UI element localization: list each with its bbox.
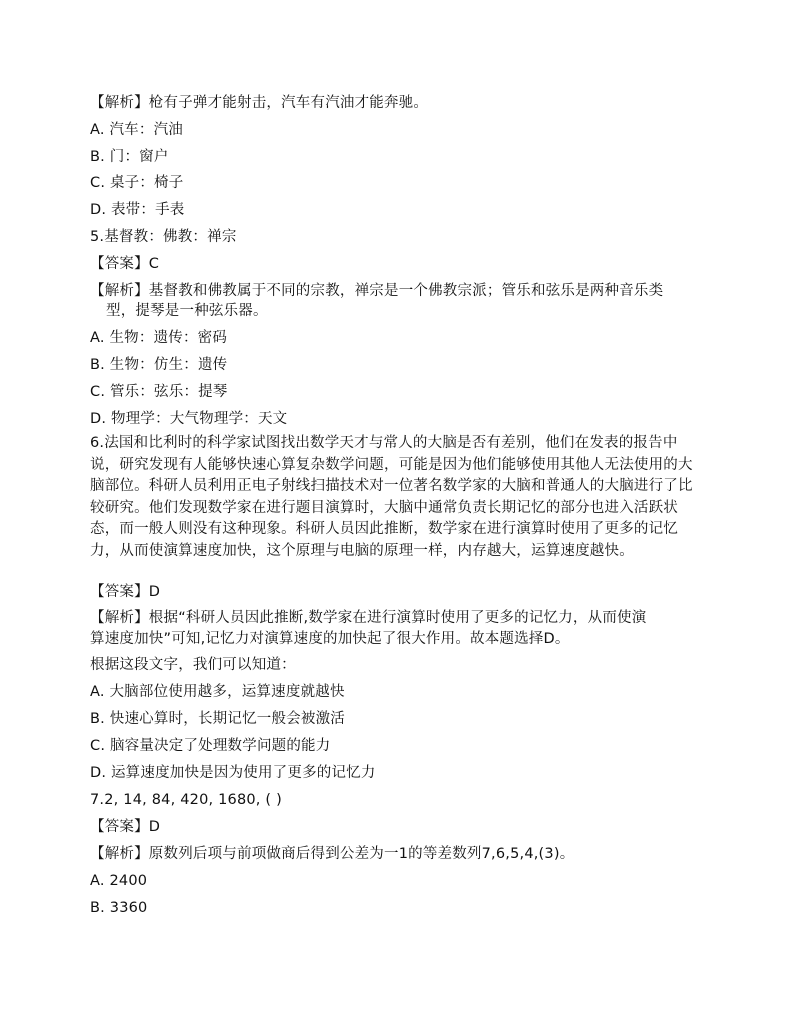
analysis-line-cont: 型，提琴是一种弦乐器。 [106,303,268,319]
option-b: B. 门：窗户 [90,149,169,165]
analysis-line: 【解析】原数列后项与前项做商后得到公差为一1的等差数列7,6,5,4,(3)。 [90,846,575,862]
analysis-line: 【解析】基督教和佛教属于不同的宗教，禅宗是一个佛教宗派；管乐和弦乐是两种音乐类 [90,283,664,299]
prompt-line: 根据这段文字，我们可以知道： [90,657,296,673]
option-c: C. 管乐：弦乐：提琴 [90,384,228,400]
answer-line: 【答案】D [90,584,161,600]
answer-line: 【答案】D [90,819,161,835]
option-d: D. 物理学：大气物理学：天文 [90,411,288,427]
option-b: B. 3360 [90,900,148,916]
option-a: A. 大脑部位使用越多，运算速度就越快 [90,684,345,700]
question-6-paragraph: 6.法国和比利时的科学家试图找出数学天才与常人的大脑是否有差别，他们在发表的报告中说，研究发现有人能够快速心算复杂数学问题，可能是因为他们能够使用其他人无法使用的大脑部位。科研人员利用正电子射线扫描技术对一位著名数学家的大脑和普通人的大脑进行了比较研究。他们发现数学家在进行题目演算时，大脑中通常负责长期记忆的部分也进入活跃状态，而一般人则没有这种现象。科研人员因此推断，数学家在进行演算时使用了更多的记忆力，从而使演算速度加快，这个原理与电脑的原理一样，内存越大，运算速度越快。 [90,435,693,559]
option-b: B. 生物：仿生：遗传 [90,357,228,373]
analysis-line: 【解析】枪有子弹才能射击，汽车有汽油才能奔驰。 [90,95,429,111]
option-b: B. 快速心算时，长期记忆一般会被激活 [90,711,345,727]
option-d: D. 表带：手表 [90,202,185,218]
option-d: D. 运算速度加快是因为使用了更多的记忆力 [90,765,376,781]
option-a: A. 汽车：汽油 [90,122,183,138]
option-c: C. 桌子：椅子 [90,175,184,191]
question-5: 5.基督教：佛教：禅宗 [90,229,237,245]
option-c: C. 脑容量决定了处理数学问题的能力 [90,738,331,754]
question-7: 7.2, 14, 84, 420, 1680, ( ) [90,792,282,808]
option-a: A. 2400 [90,873,148,889]
option-a: A. 生物：遗传：密码 [90,330,228,346]
analysis-line: 【解析】根据“科研人员因此推断,数学家在进行演算时使用了更多的记忆力，从而使演 [90,610,647,626]
answer-line: 【答案】C [90,256,160,272]
analysis-line-cont: 算速度加快”可知,记忆力对演算速度的加快起了很大作用。故本题选择D。 [90,631,570,647]
